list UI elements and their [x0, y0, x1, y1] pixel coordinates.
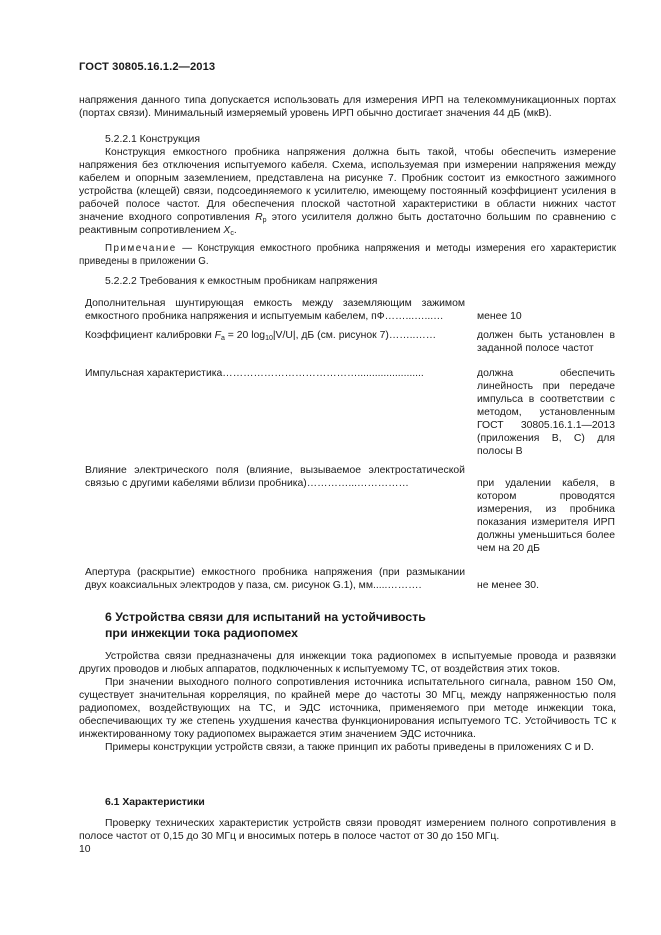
section-6-body — [79, 650, 616, 754]
requirement-label: Дополнительная шунтирующая емкость между заземляющим зажимом емкостного пробника напряжения и испытуемым кабелем, пФ……...…...… — [85, 298, 465, 322]
characteristics-paragraph: Проверку технических характеристик устройств связи проводят измерением полного сопротивления в полосе частот от 0,15 до 30 МГц и вносимых потерь в полосе частот от 30 до 150 МГц. — [79, 818, 616, 842]
requirement-value: не менее 30. — [477, 580, 539, 591]
requirement-value: должна обеспечить линейность при передаче импульса в соответствии с методом, установленным ГОСТ 30805.16.1.1—2013 (приложения В, С) для полосы В — [477, 368, 615, 457]
intro-text: напряжения данного типа допускается использовать для измерения ИРП на телекоммуникационных портах (портах связи). Минимальный измеряемый уровень ИРП обычно достигает значения 44 дБ (мкВ). — [79, 95, 616, 119]
subsection-5221-body — [79, 146, 616, 237]
requirement-label: Апертура (раскрытие) емкостного пробника напряжения (при размыкании двух коаксиальных электродов у паза, см. рисунок G.1), мм.....………. — [85, 567, 465, 591]
section-6-paragraph-1: Устройства связи предназначены для инжекции тока радиопомех в испытуемые провода и развязки других проводов и любых аппаратов, подключенных к испытуемому ТС, от воздействия этих токов. — [79, 651, 616, 675]
section-6-paragraph-2: При значении выходного полного сопротивления источника испытательного сигнала, равном 150 Ом, существует значительная корреляция, по крайней мере до частоты 30 МГц, между напряженностью поля радиопомех, воздействующих на ТС, и ЭДС источника, применяемого при методе инжекции тока, обеспечивающих ту же степень ухудшения качества функционирования испытуемого ТС. Устойчивость ТС к инжектированному току радиопомех выражается этим значением ЭДС источника. — [79, 677, 616, 740]
intro-paragraph — [79, 94, 616, 120]
note — [79, 243, 616, 268]
document-header: ГОСТ 30805.16.1.2—2013 — [79, 61, 216, 73]
note-label: Примечание — [105, 243, 177, 254]
page-number: 10 — [79, 844, 91, 855]
requirement-label: Влияние электрического поля (влияние, вызываемое электростатической связью с другими кабелями вблизи пробника)…………...…………… — [85, 465, 465, 489]
note-text: — Конструкция емкостного пробника напряжения и методы измерения его характеристик приведены в приложении G. — [79, 243, 616, 267]
requirement-value: менее 10 — [477, 311, 522, 322]
requirement-label: Коэффициент калибровки $F_a = 20$ $\log_{10}|V/U|$, дБ (см. рисунок 7)……..…… — [85, 330, 437, 342]
requirement-value: при удалении кабеля, в котором проводятся измерения, из пробника показания измерителя ИРП должны уменьшиться более чем на 20 дБ — [477, 478, 615, 554]
construction-paragraph: Конструкция емкостного пробника напряжения должна быть такой, чтобы обеспечить измерение напряжения без отключения испытуемого кабеля. Схема, используемая при измерении напряжения между кабелем и опорным заземлением, представлена на рисунке 7. Пробник состоит из емкостного зажимного устройства (клещей) связи, подсоединяемого к усилителю, имеющему постоянный коэффициент усиления в рабочей полосе частот. Для обеспечения плоской частотной характеристики в области нижних частот значение входного сопротивления $R_p$ этого усилителя должно быть достаточно большим по сравнению с реактивным сопротивлением $X_c$. — [79, 147, 616, 237]
section-6-title: 6 Устройства связи для испытаний на устойчивость при инжекции тока радиопомех — [105, 610, 426, 640]
section-6-paragraph-3: Примеры конструкции устройств связи, а также принцип их работы приведены в приложениях С и D. — [105, 742, 594, 753]
subsection-61-body — [79, 817, 616, 843]
requirement-value: должен быть установлен в заданной полосе частот — [477, 330, 615, 354]
subsection-61-title: 6.1 Характеристики — [105, 797, 205, 808]
subsection-5221-title: 5.2.2.1 Конструкция — [105, 134, 200, 145]
subsection-5222-title: 5.2.2.2 Требования к емкостным пробникам напряжения — [105, 276, 378, 287]
requirement-label: Импульсная характеристика…………………………………....................... — [85, 368, 424, 379]
